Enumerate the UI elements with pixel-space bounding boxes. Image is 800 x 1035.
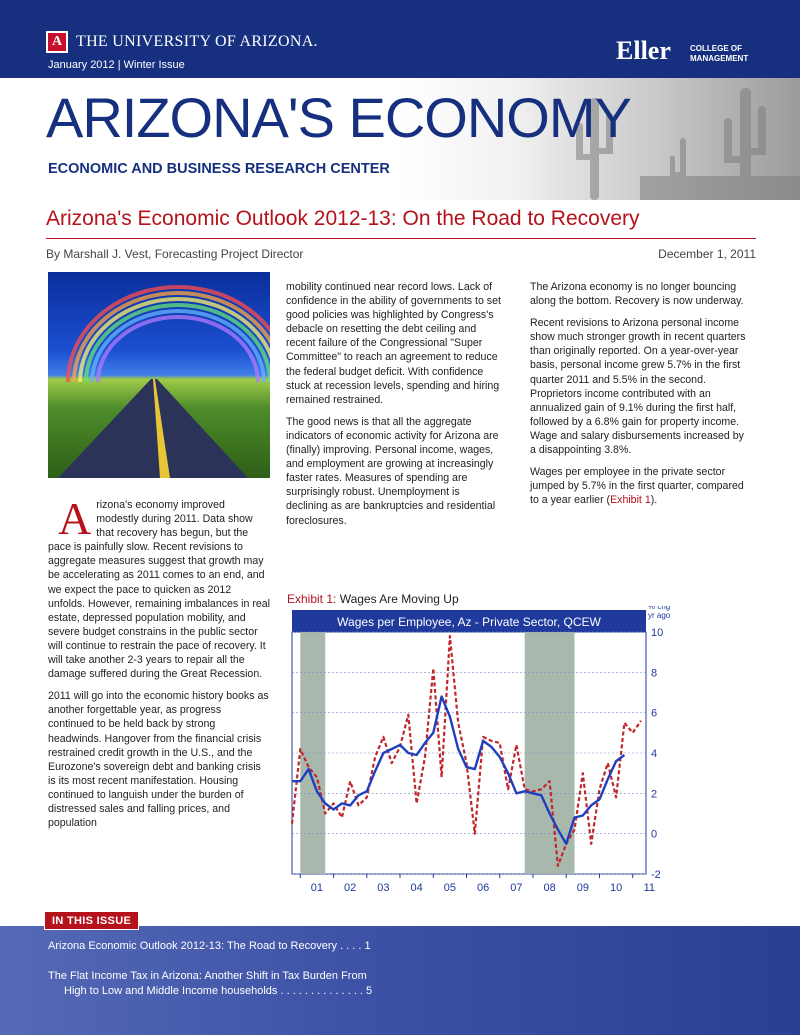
title-divider <box>46 238 756 239</box>
paragraph-text: rizona's economy improved modestly during 2011. Data show that recovery has begun, but the pace is painfully slow. Recent revisions to aggregate measures suggest that growth may be accelerating as 2011 comes to an end, and we expect the pace to quicken as 2012 unfolds. However, remaining imbalances in real estate, depressed population mobility, and severe budget constrains in the public sector will continue to restrain the pace of recovery. It will take another 2-3 years to repair all the damage suffered during the Great Recession. <box>48 499 270 681</box>
toc-item-line: High to Low and Middle Income households . . . . . . . . . . . . . . 5 <box>64 985 373 997</box>
paragraph <box>48 493 270 681</box>
wages-chart <box>284 606 674 896</box>
x-tick-label: 03 <box>377 882 390 894</box>
x-tick-label: 07 <box>510 882 523 894</box>
article-date: December 1, 2011 <box>658 247 756 261</box>
wages-chart-svg <box>284 606 674 896</box>
eller-logo: Eller <box>616 36 671 65</box>
exhibit-title: Wages Are Moving Up <box>339 592 459 606</box>
paragraph: The good news is that all the aggregate indicators of economic activity for Arizona are (finally) improving. Personal income, wages, and employment are growing at increasingly faster rates. Measures of spending are surprisingly robust. Unemployment is declining as are bankruptcies and residential foreclosures. <box>286 415 499 527</box>
article-column-2 <box>286 280 504 536</box>
article-column-1 <box>48 493 270 838</box>
y-axis-label: % chg <box>648 606 671 611</box>
toc-item[interactable]: Arizona Economic Outlook 2012-13: The Road to Recovery . . . . 1 <box>48 940 371 952</box>
x-tick-label: 11 <box>643 882 656 894</box>
y-tick-label: 10 <box>651 627 664 639</box>
y-tick-label: 8 <box>651 667 658 680</box>
in-this-issue-label: IN THIS ISSUE <box>44 911 139 930</box>
university-logo-letter: A <box>51 34 63 49</box>
research-center-name: ECONOMIC AND BUSINESS RESEARCH CENTER <box>48 161 390 177</box>
university-name: THE UNIVERSITY OF ARIZONA. <box>76 33 318 50</box>
x-tick-label: 10 <box>609 882 623 894</box>
exhibit-reference: Exhibit 1 <box>610 494 651 507</box>
issue-date: January 2012 | Winter Issue <box>48 59 185 71</box>
y-tick-label: -2 <box>651 869 661 881</box>
university-logo <box>46 31 68 53</box>
x-tick-label: 06 <box>477 882 490 894</box>
drop-cap: A <box>58 493 92 544</box>
x-tick-label: 05 <box>443 882 457 894</box>
exhibit-label: Exhibit 1: <box>287 592 337 606</box>
paragraph <box>530 465 752 507</box>
y-tick-label: 0 <box>651 828 658 841</box>
y-tick-label: 6 <box>651 707 658 720</box>
paragraph: 2011 will go into the economic history books as another forgettable year, as progress continued to be held back by strong headwinds. Hangover from the financial crisis restrained credit growth in the U.S., and the Eurozone's sovereign debt and banking crisis is its most recent manifestation. Housing continued to languish under the burden of distressed sales and falling prices, and population <box>48 690 269 830</box>
toc-item-line: The Flat Income Tax in Arizona: Another Shift in Tax Burden From <box>48 970 367 982</box>
x-tick-label: 04 <box>410 882 423 894</box>
paragraph: Recent revisions to Arizona personal income show much stronger growth in recent quarters than originally reported. On a year-over-year basis, personal income grew 5.7% in the first quarter 2011 and 5.5% in the second. Proprietors income contributed with an annualized gain of 9.1% during the first half, followed by a 6.8% gain for property income. Wage and salary disbursements increased by a disappointing 3.8%. <box>530 317 746 457</box>
toc-item[interactable] <box>48 969 372 999</box>
article-title: Arizona's Economic Outlook 2012-13: On the Road to Recovery <box>46 207 640 230</box>
paragraph-text: Wages per employee in the private sector jumped by 5.7% in the first quarter, compared to a year earlier ( <box>530 466 744 507</box>
x-tick-label: 01 <box>310 882 324 894</box>
chart-title: Wages per Employee, Az - Private Sector, QCEW <box>337 615 601 629</box>
masthead-title: ARIZONA'S ECONOMY <box>46 86 631 149</box>
article-byline: By Marshall J. Vest, Forecasting Project Director <box>46 247 304 261</box>
x-tick-label: 02 <box>344 882 357 894</box>
article-column-3 <box>530 280 752 515</box>
paragraph-text-end: ). <box>650 494 658 507</box>
x-tick-label: 09 <box>576 882 589 894</box>
paragraph: mobility continued near record lows. Lack of confidence in the ability of governments to set good policies was highlighted by Congress's debacle on resetting the debt ceiling and recent failure of the Congressional "Super Committee" to reach an agreement to reduce the federal budget deficit. With confidence stuck at recession levels, spending and hiring remained restrained. <box>286 281 501 406</box>
rainbow-road-photo <box>48 272 270 478</box>
paragraph: The Arizona economy is no longer bouncing along the bottom. Recovery is now underway. <box>530 281 744 308</box>
exhibit-caption <box>287 592 459 606</box>
x-tick-label: 08 <box>543 882 556 894</box>
rainbow-road-illustration <box>48 272 270 478</box>
y-tick-label: 4 <box>651 748 658 760</box>
y-axis-label: yr ago <box>648 611 671 620</box>
y-tick-label: 2 <box>651 788 658 801</box>
eller-logo-subtitle: COLLEGE OF MANAGEMENT <box>690 44 749 63</box>
